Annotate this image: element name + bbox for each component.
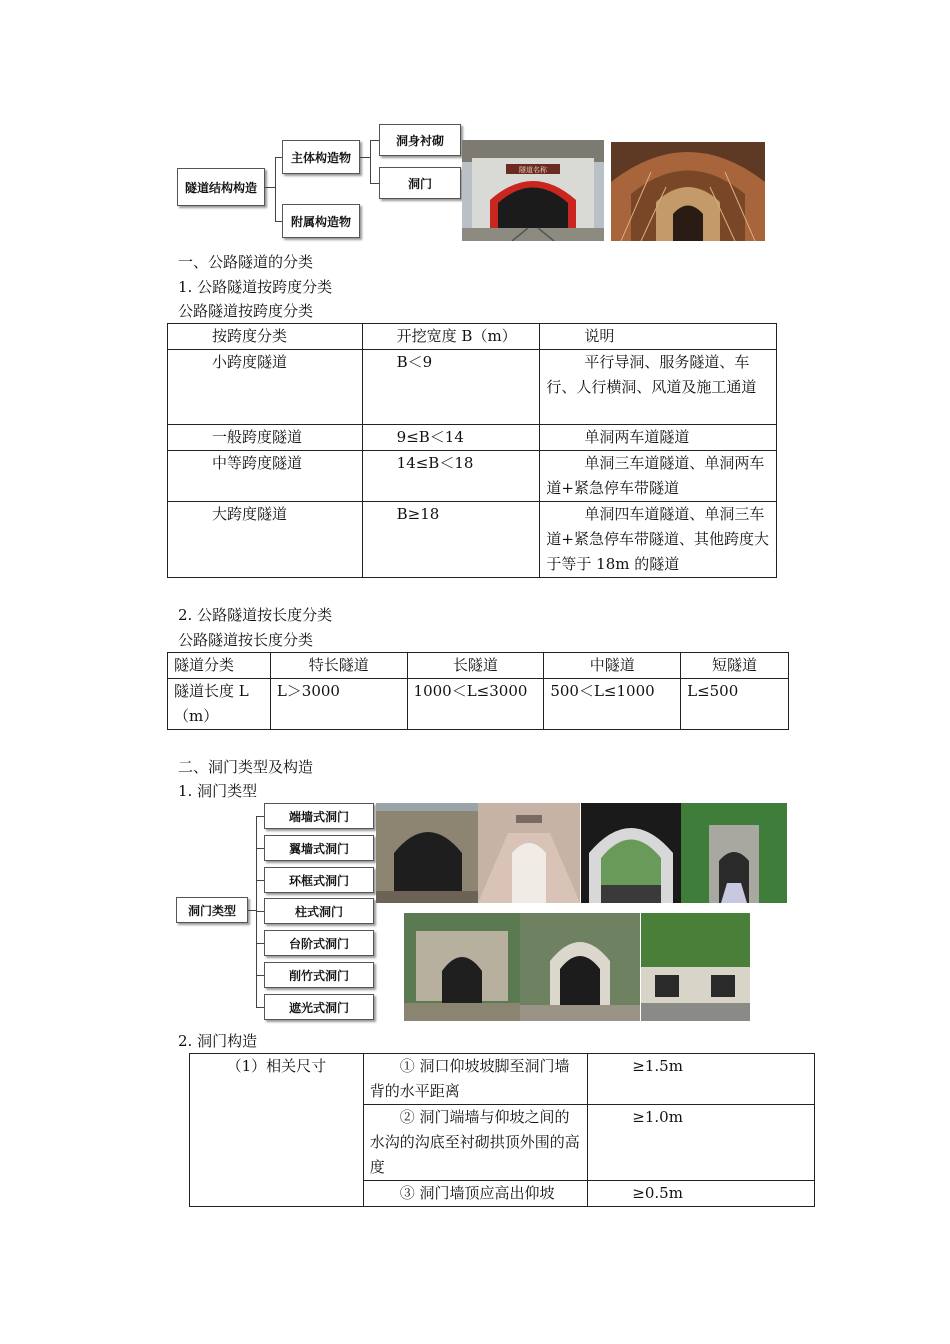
connector [370, 183, 379, 184]
connector [256, 848, 264, 849]
section1-heading: 一、公路隧道的分类 [178, 253, 314, 271]
type-column: 柱式洞门 [264, 898, 374, 924]
span-th: 按跨度分类 [168, 324, 363, 350]
construct-table [189, 1053, 815, 1207]
length-cell: L≤500 [681, 679, 789, 730]
tunnel-portal-photo [462, 140, 604, 241]
types-root: 洞门类型 [176, 897, 248, 923]
span-th: 开挖宽度 B（m） [362, 324, 540, 350]
length-th: 短隧道 [681, 653, 789, 679]
span-cell: 单洞两车道隧道 [540, 425, 777, 451]
length-cell: L＞3000 [270, 679, 407, 730]
section1-sub1: 1. 公路隧道按跨度分类 [178, 278, 333, 296]
span-cell: 14≤B＜18 [362, 451, 540, 502]
portal-sign: 隧道名称 [519, 166, 547, 174]
construct-value: ≥1.5m [588, 1054, 815, 1105]
connector [248, 910, 256, 911]
length-cell: 500＜L≤1000 [544, 679, 681, 730]
span-cell: 单洞四车道隧道、单洞三车道+紧急停车带隧道、其他跨度大于等于 18m 的隧道 [540, 502, 777, 578]
node-aux: 附属构造物 [282, 204, 360, 238]
section2-sub1: 1. 洞门类型 [178, 782, 258, 800]
node-lining: 洞身衬砌 [379, 124, 461, 156]
span-table [167, 323, 777, 578]
connector [275, 157, 276, 221]
length-cell: 隧道长度 L（m） [168, 679, 271, 730]
type-wing-wall: 翼墙式洞门 [264, 835, 374, 861]
portal-photo-column [681, 803, 787, 903]
construct-value: ≥0.5m [588, 1181, 815, 1207]
node-portal: 洞门 [379, 167, 461, 199]
tunnel-construction-photo [611, 142, 765, 241]
portal-photo-shading [641, 913, 750, 1021]
connector [275, 157, 282, 158]
length-th: 长隧道 [407, 653, 544, 679]
node-main: 主体构造物 [282, 140, 360, 174]
portal-photo-stepped [404, 913, 520, 1021]
construct-item: ③ 洞门墙顶应高出仰坡 [363, 1181, 588, 1207]
type-stepped: 台阶式洞门 [264, 930, 374, 956]
section1-sub2: 2. 公路隧道按长度分类 [178, 606, 333, 624]
span-cell: 9≤B＜14 [362, 425, 540, 451]
span-cell: 小跨度隧道 [168, 350, 363, 425]
span-table-caption: 公路隧道按跨度分类 [178, 302, 314, 320]
construct-item: ② 洞门端墙与仰坡之间的水沟的沟底至衬砌拱顶外围的高度 [363, 1105, 588, 1181]
connector [256, 943, 264, 944]
connector [256, 880, 264, 881]
connector [275, 221, 282, 222]
length-th: 隧道分类 [168, 653, 271, 679]
construct-item: ① 洞口仰坡坡脚至洞门墙背的水平距离 [363, 1054, 588, 1105]
node-root: 隧道结构构造 [177, 168, 265, 206]
construct-value: ≥1.0m [588, 1105, 815, 1181]
connector [256, 911, 264, 912]
portal-photo-end-wall [376, 803, 480, 903]
type-bamboo-cut: 削竹式洞门 [264, 962, 374, 988]
span-cell: 单洞三车道隧道、单洞两车道+紧急停车带隧道 [540, 451, 777, 502]
connector [360, 157, 370, 158]
connector [256, 816, 264, 817]
span-cell: B≥18 [362, 502, 540, 578]
connector [256, 975, 264, 976]
span-cell: 平行导洞、服务隧道、车行、人行横洞、风道及施工通道 [540, 350, 777, 425]
span-th: 说明 [540, 324, 777, 350]
construct-label: （1）相关尺寸 [190, 1054, 364, 1207]
type-ring-frame: 环框式洞门 [264, 867, 374, 893]
connector [256, 1007, 264, 1008]
length-table-caption: 公路隧道按长度分类 [178, 631, 314, 649]
section2-sub2: 2. 洞门构造 [178, 1032, 258, 1050]
span-cell: 一般跨度隧道 [168, 425, 363, 451]
length-table [167, 652, 789, 730]
connector [370, 140, 379, 141]
portal-photo-ring-frame [581, 803, 681, 903]
section2-heading: 二、洞门类型及构造 [178, 758, 314, 776]
span-cell: 大跨度隧道 [168, 502, 363, 578]
span-cell: 中等跨度隧道 [168, 451, 363, 502]
connector [370, 140, 371, 183]
portal-photo-wing-wall [478, 803, 580, 903]
type-shading: 遮光式洞门 [264, 994, 374, 1020]
type-end-wall: 端墙式洞门 [264, 803, 374, 829]
connector [265, 187, 275, 188]
portal-photo-bamboo-cut [520, 913, 640, 1021]
length-th: 特长隧道 [270, 653, 407, 679]
length-cell: 1000＜L≤3000 [407, 679, 544, 730]
length-th: 中隧道 [544, 653, 681, 679]
span-cell: B＜9 [362, 350, 540, 425]
